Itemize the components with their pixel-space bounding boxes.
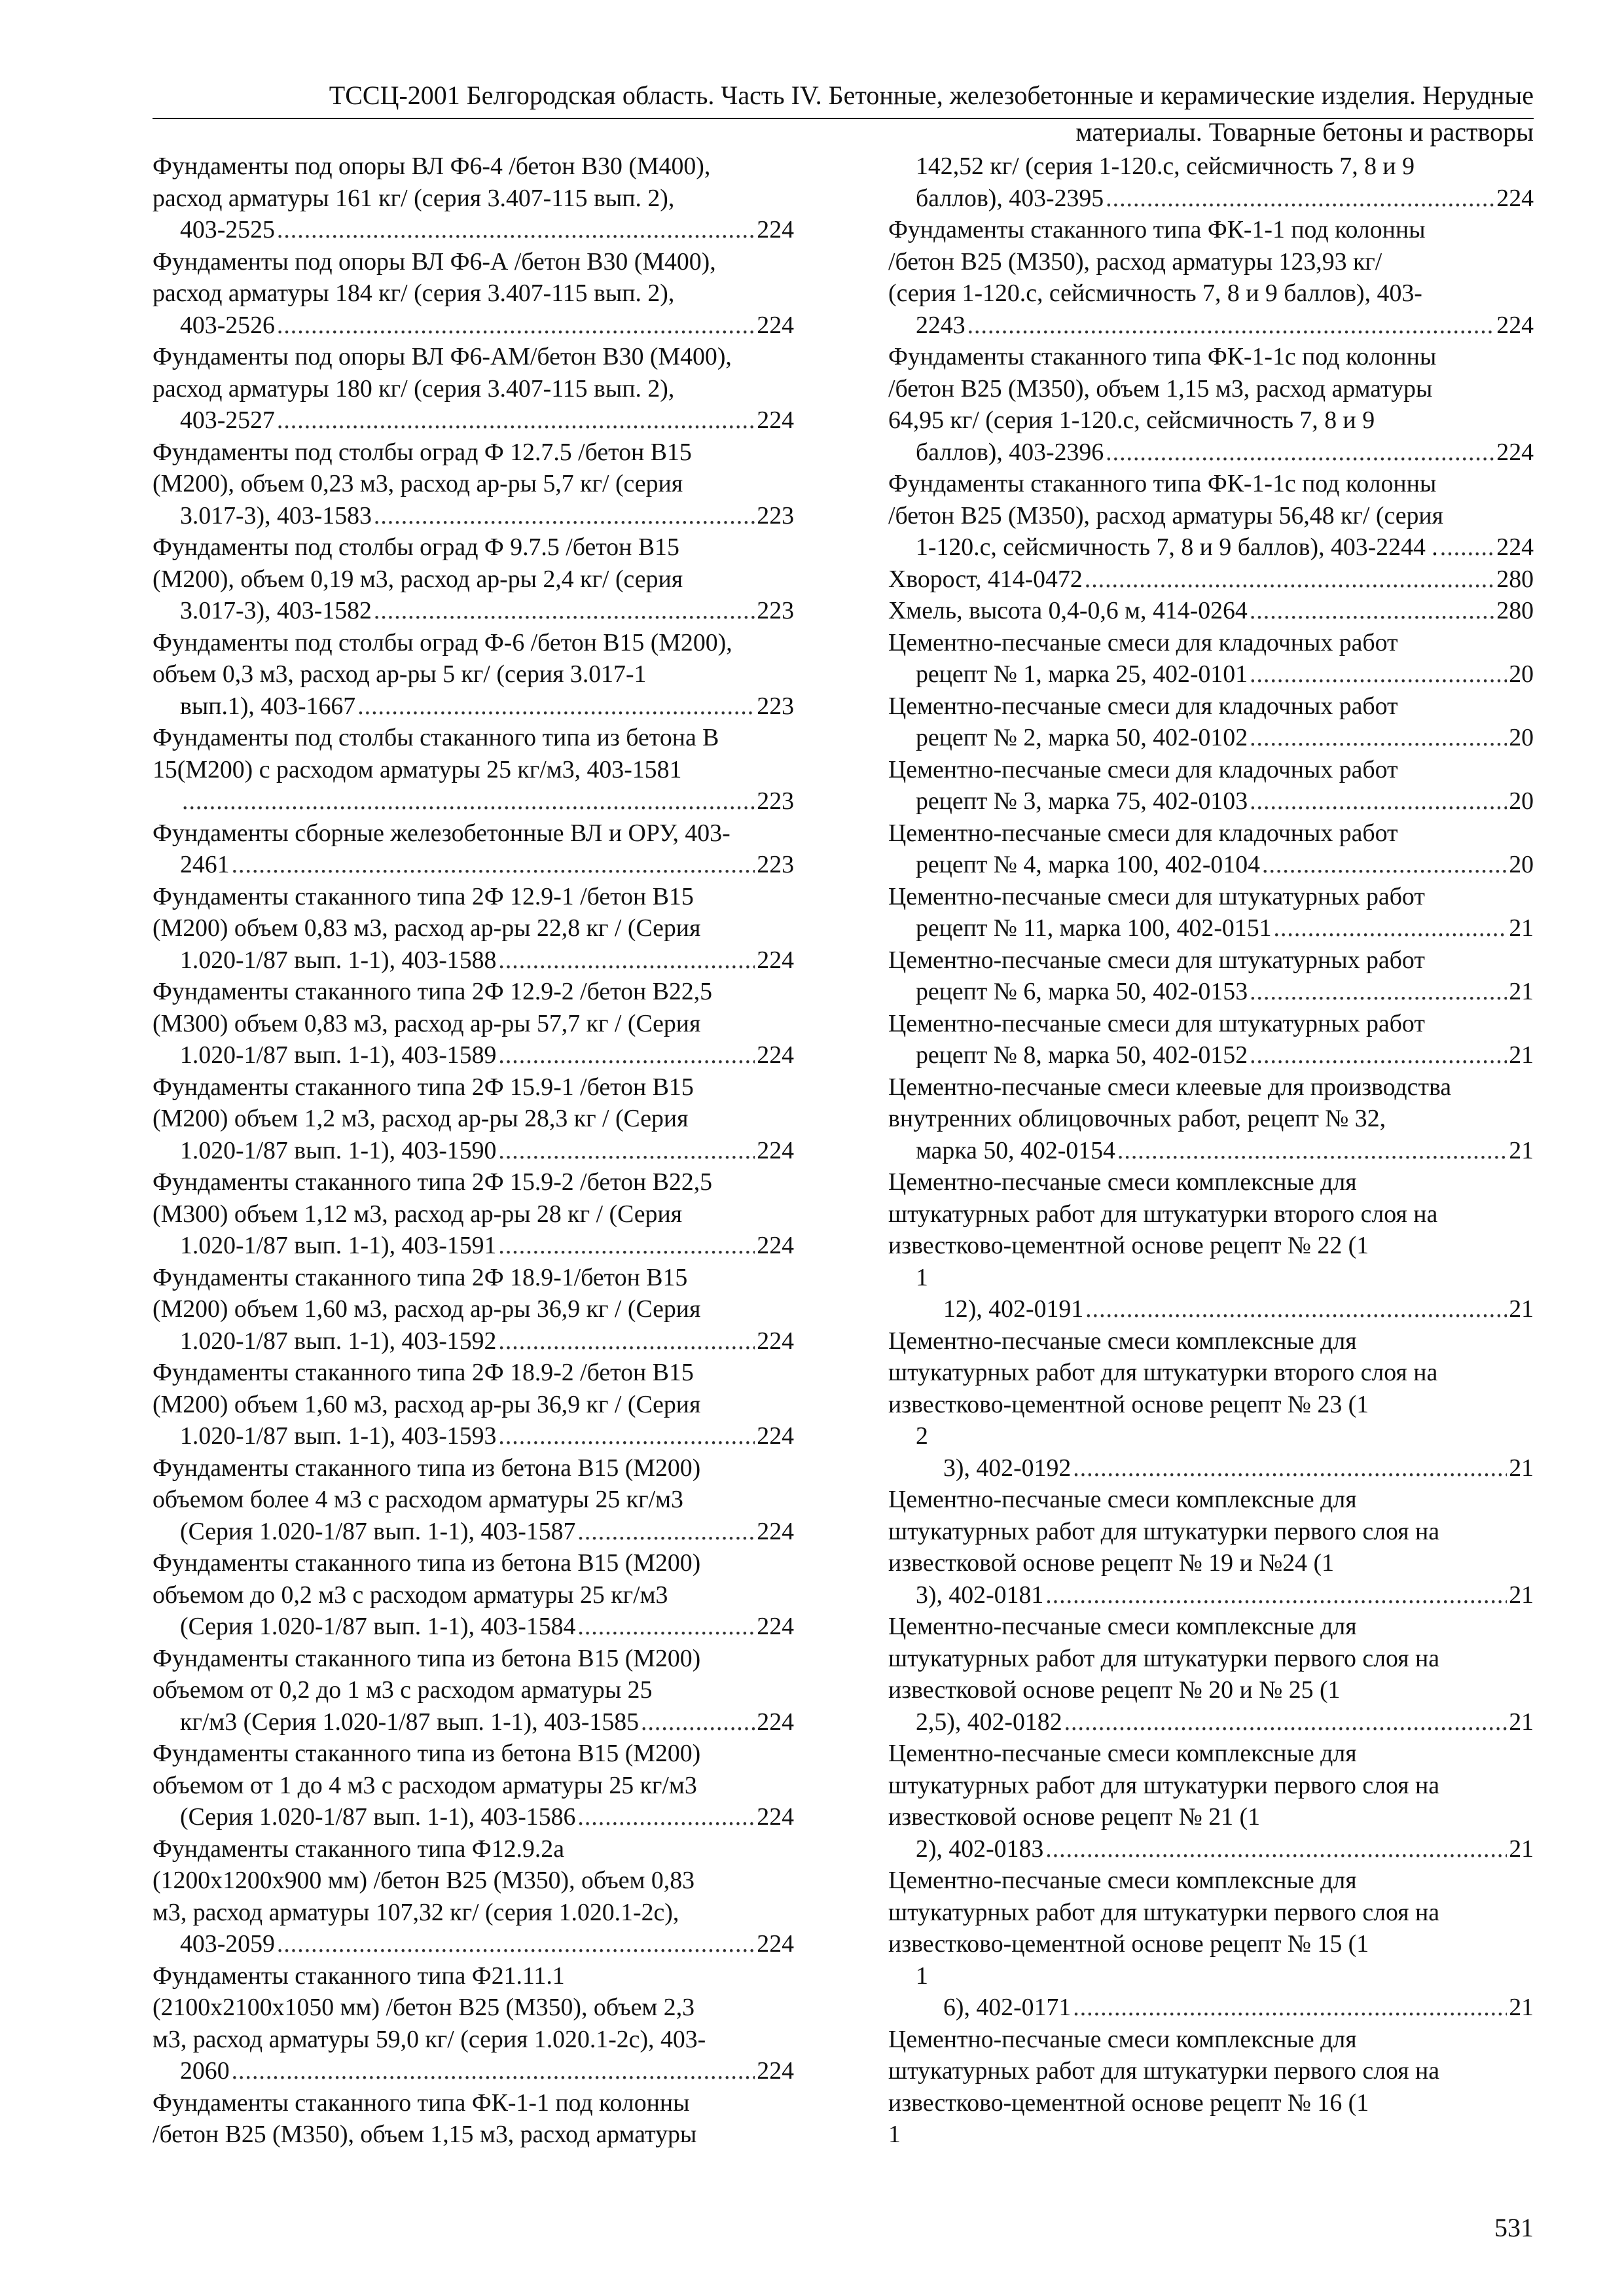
index-entry-line: расход арматуры 180 кг/ (серия 3.407-115 вып. 2), xyxy=(153,374,675,403)
index-entry-line: Цементно-песчаные смеси комплексные для xyxy=(888,1327,1357,1355)
index-entry-line: Цементно-песчаные смеси для штукатурных работ xyxy=(888,946,1425,974)
index-page-ref: 224 xyxy=(757,1708,794,1736)
index-entry-leader xyxy=(916,658,1534,691)
index-entry xyxy=(888,817,1534,881)
index-page-ref: 21 xyxy=(1509,1454,1534,1482)
index-entry xyxy=(888,1484,1534,1611)
index-entry-line: известковой основе рецепт № 20 и № 25 (1 xyxy=(888,1676,1341,1704)
dot-leader xyxy=(1250,976,1507,1008)
index-entry-line: объемом от 1 до 4 м3 с расходом арматуры 25 кг/м3 xyxy=(153,1771,697,1799)
index-entry-code: 1.020-1/87 вып. 1-1), 403-1592 xyxy=(180,1327,497,1355)
index-entry-line: (серия 1-120.с, сейсмичность 7, 8 и 9 баллов), 403- xyxy=(888,279,1422,307)
dot-leader xyxy=(1106,437,1494,469)
index-entry-line: Фундаменты стаканного типа Ф21.11.1 xyxy=(153,1962,565,1990)
index-entry-line: Цементно-песчаные смеси комплексные для xyxy=(888,2025,1357,2053)
index-entry xyxy=(153,531,794,627)
index-entry-line: Цементно-песчаные смеси для кладочных работ xyxy=(888,819,1398,847)
index-entry-line: (М200) объем 1,2 м3, расход ар-ры 28,3 кг / (Серия xyxy=(153,1105,689,1132)
index-entry xyxy=(153,1452,794,1548)
dot-leader xyxy=(1117,1135,1507,1167)
index-entry-leader xyxy=(916,1039,1534,1071)
index-entry xyxy=(888,1738,1534,1865)
index-entry-line: известково-цементной основе рецепт № 16 (1 xyxy=(888,2089,1369,2117)
index-page-ref: 224 xyxy=(757,1232,794,1259)
dot-leader xyxy=(1085,1293,1507,1325)
index-entry xyxy=(888,2024,1534,2151)
index-page-ref: 224 xyxy=(757,216,794,243)
index-entry-code: 6), 402-0171 xyxy=(943,1994,1072,2021)
index-entry-line: Фундаменты под столбы стаканного типа из бетона В xyxy=(153,724,719,751)
index-entry-line: Фундаменты под опоры ВЛ Ф6-АМ/бетон В30 (М400), xyxy=(153,343,732,370)
index-entry-leader xyxy=(180,404,794,437)
index-entry xyxy=(888,627,1534,691)
running-header-subtitle: материалы. Товарные бетоны и растворы xyxy=(1075,117,1534,147)
dot-leader xyxy=(1250,1039,1507,1071)
index-entry xyxy=(153,437,794,532)
index-entry-code: 403-2527 xyxy=(180,406,275,434)
index-page-ref: 224 xyxy=(1496,438,1534,466)
index-entry-line: Фундаменты стаканного типа из бетона В15 (М200) xyxy=(153,1740,701,1767)
dot-leader xyxy=(1045,1579,1507,1611)
index-entry-line: 1 xyxy=(916,1962,928,1990)
index-entry xyxy=(153,2087,794,2151)
index-page-ref: 223 xyxy=(757,501,794,529)
index-page-ref: 224 xyxy=(757,1422,794,1450)
dot-leader xyxy=(1045,1833,1507,1865)
index-entry-leader xyxy=(180,1325,794,1357)
index-entry-line: штукатурных работ для штукатурки второго слоя на xyxy=(888,1359,1438,1386)
index-page-ref: 224 xyxy=(757,1803,794,1831)
index-entry-line: 15(М200) с расходом арматуры 25 кг/м3, 403-1581 xyxy=(153,755,682,783)
dot-leader xyxy=(1250,785,1507,817)
index-entry-code: 1-120.с, сейсмичность 7, 8 и 9 баллов), 403-2244 . xyxy=(916,533,1438,561)
index-entry-line: Фундаменты стаканного типа 2Ф 18.9-1/бетон В15 xyxy=(153,1263,688,1291)
index-entry-line: Цементно-песчаные смеси комплексные для xyxy=(888,1740,1357,1767)
index-entry-line: известковой основе рецепт № 19 и №24 (1 xyxy=(888,1549,1334,1577)
index-entry-line: Цементно-песчаные смеси для кладочных работ xyxy=(888,628,1398,656)
index-entry-line: Цементно-песчаные смеси комплексные для xyxy=(888,1486,1357,1513)
dot-leader xyxy=(1073,1992,1507,2024)
index-entry-line: (М200), объем 0,23 м3, расход ар-ры 5,7 кг/ (серия xyxy=(153,470,683,497)
index-entry xyxy=(888,151,1534,214)
index-entry xyxy=(153,1960,794,2087)
index-entry-leader xyxy=(180,214,794,246)
index-entry-leader xyxy=(180,785,794,817)
dot-leader xyxy=(1274,912,1507,944)
index-entry-leader xyxy=(916,1135,1534,1167)
index-entry-line: Фундаменты стаканного типа 2Ф 18.9-2 /бетон В15 xyxy=(153,1359,694,1386)
index-entry-code: рецепт № 11, марка 100, 402-0151 xyxy=(916,914,1272,942)
index-entry-code: 403-2059 xyxy=(180,1930,275,1958)
index-entry-code: 2,5), 402-0182 xyxy=(916,1708,1062,1736)
index-page-ref: 224 xyxy=(757,1930,794,1958)
index-page-ref: 21 xyxy=(1509,978,1534,1005)
index-entry-line: м3, расход арматуры 107,32 кг/ (серия 1.020.1-2с), xyxy=(153,1898,679,1926)
index-entry xyxy=(153,1833,794,1960)
index-page-ref: 223 xyxy=(757,597,794,624)
index-entry-code: 1.020-1/87 вып. 1-1), 403-1590 xyxy=(180,1136,497,1164)
index-entry xyxy=(888,1865,1534,2024)
index-entry xyxy=(153,976,794,1071)
index-page-ref: 20 xyxy=(1509,724,1534,751)
index-page-ref: 224 xyxy=(757,311,794,339)
dot-leader xyxy=(277,404,755,437)
index-entry-leader xyxy=(916,1706,1534,1738)
index-entry xyxy=(888,691,1534,754)
index-entry-line: 64,95 кг/ (серия 1-120.с, сейсмичность 7, 8 и 9 xyxy=(888,406,1375,434)
index-page-ref: 280 xyxy=(1496,597,1534,624)
index-entry xyxy=(888,1008,1534,1071)
index-entry-line: (1200х1200х900 мм) /бетон В25 (М350), объем 0,83 xyxy=(153,1867,695,1894)
dot-leader xyxy=(1085,564,1495,596)
index-entry-leader xyxy=(916,531,1534,564)
dot-leader xyxy=(967,310,1495,342)
index-entry-code: 2243 xyxy=(916,311,965,339)
index-entry-leader xyxy=(180,1516,794,1548)
index-entry-code: рецепт № 2, марка 50, 402-0102 xyxy=(916,724,1248,751)
index-page-ref: 21 xyxy=(1509,1041,1534,1069)
dot-leader xyxy=(641,1706,755,1738)
index-entry-line: Цементно-песчаные смеси для штукатурных работ xyxy=(888,882,1425,910)
index-page-ref: 224 xyxy=(757,1041,794,1069)
index-entry-line: Фундаменты стаканного типа 2Ф 15.9-2 /бетон В22,5 xyxy=(153,1168,713,1196)
index-entry-line: расход арматуры 161 кг/ (серия 3.407-115 вып. 2), xyxy=(153,184,675,212)
index-entry-line: Фундаменты стаканного типа 2Ф 15.9-1 /бетон В15 xyxy=(153,1073,694,1101)
index-page-ref: 224 xyxy=(757,406,794,434)
index-entry-line: Цементно-песчаные смеси комплексные для xyxy=(888,1168,1357,1196)
index-entry xyxy=(153,1166,794,1262)
index-page-ref: 21 xyxy=(1509,914,1534,942)
index-entry-line: 142,52 кг/ (серия 1-120.с, сейсмичность 7, 8 и 9 xyxy=(916,152,1415,180)
index-entry-code: (Серия 1.020-1/87 вып. 1-1), 403-1586 xyxy=(180,1803,576,1831)
index-page-ref: 21 xyxy=(1509,1295,1534,1323)
dot-leader xyxy=(232,849,755,881)
dot-leader xyxy=(577,1516,755,1548)
index-entry-line: штукатурных работ для штукатурки первого слоя на xyxy=(888,2057,1440,2085)
index-page-ref: 224 xyxy=(1496,533,1534,561)
index-entry-line: Фундаменты стаканного типа из бетона В15 (М200) xyxy=(153,1549,701,1577)
index-entry-line: штукатурных работ для штукатурки первого слоя на xyxy=(888,1517,1440,1545)
index-page-ref: 224 xyxy=(757,1327,794,1355)
index-entry xyxy=(888,564,1534,596)
index-entry-code: Хворост, 414-0472 xyxy=(888,565,1083,593)
dot-leader xyxy=(1073,1452,1507,1484)
index-entry xyxy=(153,341,794,437)
dot-leader xyxy=(232,2055,755,2087)
index-entry xyxy=(153,1262,794,1357)
dot-leader xyxy=(1262,849,1507,881)
index-entry-code: 403-2525 xyxy=(180,216,275,243)
index-entry-line: Фундаменты под опоры ВЛ Ф6-А /бетон В30 (М400), xyxy=(153,247,716,276)
index-entry-code: 1.020-1/87 вып. 1-1), 403-1591 xyxy=(180,1232,497,1259)
index-entry-leader xyxy=(180,310,794,342)
dot-leader xyxy=(1250,658,1507,691)
index-entry-code: 1.020-1/87 вып. 1-1), 403-1588 xyxy=(180,946,497,974)
index-entry-code: баллов), 403-2396 xyxy=(916,438,1104,466)
index-entry-line: Цементно-песчаные смеси для штукатурных работ xyxy=(888,1009,1425,1037)
dot-leader xyxy=(1440,531,1495,564)
dot-leader xyxy=(498,1135,755,1167)
running-header: ТССЦ-2001 Белгородская область. Часть IV. Бетонные, железобетонные и керамические изделия. Нерудные xyxy=(329,81,1534,110)
index-page-ref: 20 xyxy=(1509,851,1534,878)
index-entry-line: известковой основе рецепт № 21 (1 xyxy=(888,1803,1261,1831)
dot-leader xyxy=(374,595,755,627)
index-page-ref: 223 xyxy=(757,851,794,878)
index-entry-line: Фундаменты стаканного типа ФК-1-1с под колонны xyxy=(888,343,1437,370)
index-entry xyxy=(153,627,794,723)
index-entry-code: 3), 402-0181 xyxy=(916,1581,1044,1609)
index-entry-line: объемом более 4 м3 с расходом арматуры 25 кг/м3 xyxy=(153,1486,683,1513)
index-entry-leader xyxy=(180,2055,794,2087)
dot-leader xyxy=(1064,1706,1507,1738)
index-entry-line: объемом от 0,2 до 1 м3 с расходом арматуры 25 xyxy=(153,1676,653,1704)
index-entry-line: /бетон В25 (М350), объем 1,15 м3, расход арматуры xyxy=(888,374,1433,403)
index-entry xyxy=(153,881,794,977)
index-entry-leader xyxy=(180,1801,794,1833)
index-entry-line: Фундаменты стаканного типа из бетона В15 (М200) xyxy=(153,1454,701,1482)
index-entry-line: Фундаменты стаканного типа 2Ф 12.9-1 /бетон В15 xyxy=(153,882,694,910)
index-entry-code: 2461 xyxy=(180,851,230,878)
index-entry-line: штукатурных работ для штукатурки первого слоя на xyxy=(888,1771,1440,1799)
index-entry-leader xyxy=(888,564,1534,596)
index-entry-line: известково-цементной основе рецепт № 22 (1 xyxy=(888,1232,1369,1259)
index-entry-leader xyxy=(916,722,1534,754)
dot-leader xyxy=(357,691,755,723)
index-page-ref: 224 xyxy=(757,1517,794,1545)
dot-leader xyxy=(277,214,755,246)
index-entry xyxy=(888,1325,1534,1484)
dot-leader xyxy=(498,1420,755,1452)
index-entry-line: (М300) объем 1,12 м3, расход ар-ры 28 кг / (Серия xyxy=(153,1200,683,1228)
index-entry-code: 3.017-3), 403-1582 xyxy=(180,597,372,624)
dot-leader xyxy=(577,1611,755,1643)
index-page-ref: 21 xyxy=(1509,1835,1534,1863)
index-entry-code: 403-2526 xyxy=(180,311,275,339)
index-entry-line: Фундаменты стаканного типа ФК-1-1 под колонны xyxy=(888,216,1426,243)
index-page-ref: 20 xyxy=(1509,787,1534,815)
index-entry-line: известково-цементной основе рецепт № 23 (1 xyxy=(888,1390,1369,1418)
dot-leader xyxy=(277,310,755,342)
index-page-ref: 223 xyxy=(757,787,794,815)
index-page-ref: 21 xyxy=(1509,1994,1534,2021)
index-entry xyxy=(888,1166,1534,1325)
index-entry-code: 2), 402-0183 xyxy=(916,1835,1044,1863)
index-entry-code: Хмель, высота 0,4-0,6 м, 414-0264 xyxy=(888,597,1248,624)
index-entry-line: (М300) объем 0,83 м3, расход ар-ры 57,7 кг / (Серия xyxy=(153,1009,701,1037)
index-entry-code: вып.1), 403-1667 xyxy=(180,692,356,720)
index-page-ref: 224 xyxy=(1496,311,1534,339)
index-entry xyxy=(888,214,1534,341)
index-entry-line: известково-цементной основе рецепт № 15 (1 xyxy=(888,1930,1369,1958)
index-entry xyxy=(153,246,794,342)
index-entry-line: /бетон В25 (М350), объем 1,15 м3, расход арматуры xyxy=(153,2121,697,2148)
index-entry-line: /бетон В25 (М350), расход арматуры 123,93 кг/ xyxy=(888,247,1382,276)
index-entry xyxy=(153,817,794,881)
index-entry-line: объем 0,3 м3, расход ар-ры 5 кг/ (серия 3.017-1 xyxy=(153,660,647,688)
dot-leader xyxy=(1250,722,1507,754)
index-entry-line: Фундаменты под опоры ВЛ Ф6-4 /бетон В30 (М400), xyxy=(153,152,711,180)
index-entry-code: 3.017-3), 403-1583 xyxy=(180,501,372,529)
index-entry-line: объемом до 0,2 м3 с расходом арматуры 25 кг/м3 xyxy=(153,1581,668,1609)
index-entry xyxy=(153,1357,794,1452)
index-entry xyxy=(888,1611,1534,1738)
index-page-ref: 21 xyxy=(1509,1581,1534,1609)
page-number: 531 xyxy=(1494,2213,1534,2242)
index-entry xyxy=(888,595,1534,627)
index-entry xyxy=(888,944,1534,1008)
index-entry xyxy=(888,1071,1534,1167)
index-entry-leader xyxy=(916,183,1534,215)
index-entry-leader xyxy=(180,1230,794,1262)
index-page-ref: 21 xyxy=(1509,1708,1534,1736)
index-entry-leader xyxy=(180,1135,794,1167)
index-entry-line: Цементно-песчаные смеси для кладочных работ xyxy=(888,755,1398,783)
index-entry xyxy=(153,1547,794,1643)
index-entry-line: Цементно-песчаные смеси клеевые для производства xyxy=(888,1073,1452,1101)
index-entry-line: штукатурных работ для штукатурки первого слоя на xyxy=(888,1644,1440,1672)
index-entry-line: (М200), объем 0,19 м3, расход ар-ры 2,4 кг/ (серия xyxy=(153,565,683,593)
index-entry-code: рецепт № 8, марка 50, 402-0152 xyxy=(916,1041,1248,1069)
index-page-ref: 20 xyxy=(1509,660,1534,688)
index-column-right xyxy=(888,151,1534,2151)
index-entry-line: внутренних облицовочных работ, рецепт № 32, xyxy=(888,1105,1386,1132)
index-entry-leader xyxy=(916,849,1534,881)
index-entry-line: Фундаменты стаканного типа из бетона В15 (М200) xyxy=(153,1644,701,1672)
index-entry-leader xyxy=(916,1579,1534,1611)
index-entry-code: 1.020-1/87 вып. 1-1), 403-1589 xyxy=(180,1041,497,1069)
dot-leader xyxy=(277,1928,755,1960)
index-entry xyxy=(153,1071,794,1167)
index-entry-leader xyxy=(916,437,1534,469)
index-entry-code: баллов), 403-2395 xyxy=(916,184,1104,212)
index-entry-leader xyxy=(916,310,1534,342)
index-entry-leader xyxy=(888,595,1534,627)
index-entry-leader xyxy=(180,1928,794,1960)
index-entry-line: Фундаменты стаканного типа ФК-1-1 под колонны xyxy=(153,2089,690,2117)
index-entry-line: штукатурных работ для штукатурки второго слоя на xyxy=(888,1200,1438,1228)
index-entry-line: 1 xyxy=(888,2121,901,2148)
index-entry-leader xyxy=(180,595,794,627)
index-page-ref: 224 xyxy=(757,1136,794,1164)
index-entry-line: 2 xyxy=(916,1422,928,1450)
index-entry-line: расход арматуры 184 кг/ (серия 3.407-115 вып. 2), xyxy=(153,279,675,307)
dot-leader xyxy=(1250,595,1494,627)
index-entry-code: (Серия 1.020-1/87 вып. 1-1), 403-1587 xyxy=(180,1517,576,1545)
index-entry xyxy=(153,1643,794,1738)
dot-leader xyxy=(498,1325,755,1357)
index-entry-leader xyxy=(180,691,794,723)
index-entry xyxy=(153,1738,794,1833)
index-entry-leader xyxy=(916,976,1534,1008)
dot-leader xyxy=(498,1230,755,1262)
index-entry-leader xyxy=(180,1039,794,1071)
dot-leader xyxy=(577,1801,755,1833)
index-entry-line: Фундаменты под столбы оград Ф 9.7.5 /бетон В15 xyxy=(153,533,679,561)
index-entry-leader xyxy=(916,1833,1534,1865)
index-entry-line: Фундаменты под столбы оград Ф-6 /бетон В15 (М200), xyxy=(153,628,732,656)
index-entry-leader xyxy=(916,1293,1534,1325)
index-entry-leader xyxy=(180,1611,794,1643)
index-page-ref: 224 xyxy=(757,946,794,974)
index-entry-line: штукатурных работ для штукатурки первого слоя на xyxy=(888,1898,1440,1926)
index-entry-line: Цементно-песчаные смеси комплексные для xyxy=(888,1613,1357,1640)
index-entry-leader xyxy=(180,849,794,881)
index-entry-line: м3, расход арматуры 59,0 кг/ (серия 1.020.1-2с), 403- xyxy=(153,2025,706,2053)
index-entry-line: Цементно-песчаные смеси комплексные для xyxy=(888,1867,1357,1894)
index-entry-line: Фундаменты стаканного типа Ф12.9.2а xyxy=(153,1835,564,1863)
index-page-ref: 224 xyxy=(757,1613,794,1640)
index-entry-line: (2100х2100х1050 мм) /бетон В25 (М350), объем 2,3 xyxy=(153,1994,695,2021)
index-entry xyxy=(888,881,1534,944)
index-entry-line: Фундаменты стаканного типа 2Ф 12.9-2 /бетон В22,5 xyxy=(153,978,713,1005)
index-entry-leader xyxy=(180,500,794,532)
index-entry-code: (Серия 1.020-1/87 вып. 1-1), 403-1584 xyxy=(180,1613,576,1640)
index-entry-line: Фундаменты под столбы оград Ф 12.7.5 /бетон В15 xyxy=(153,438,692,466)
index-entry-leader xyxy=(916,785,1534,817)
index-entry xyxy=(153,722,794,817)
index-entry-code: рецепт № 1, марка 25, 402-0101 xyxy=(916,660,1248,688)
index-page-ref: 224 xyxy=(1496,184,1534,212)
index-column-left xyxy=(153,151,794,2151)
index-entry-line: Цементно-песчаные смеси для кладочных работ xyxy=(888,692,1398,720)
dot-leader xyxy=(182,785,755,817)
index-entry-leader xyxy=(180,1706,794,1738)
index-entry-line: (М200) объем 1,60 м3, расход ар-ры 36,9 кг / (Серия xyxy=(153,1390,701,1418)
index-entry-code: кг/м3 (Серия 1.020-1/87 вып. 1-1), 403-1585 xyxy=(180,1708,640,1736)
index-entry-code: рецепт № 6, марка 50, 402-0153 xyxy=(916,978,1248,1005)
index-page-ref: 280 xyxy=(1496,565,1534,593)
index-entry-code: 3), 402-0192 xyxy=(943,1454,1072,1482)
index-entry xyxy=(153,151,794,246)
index-entry xyxy=(888,754,1534,817)
index-entry-leader xyxy=(916,1992,1534,2024)
index-page-ref: 21 xyxy=(1509,1136,1534,1164)
index-entry-line: /бетон В25 (М350), расход арматуры 56,48 кг/ (серия xyxy=(888,501,1443,529)
dot-leader xyxy=(1106,183,1494,215)
index-entry-code: 2060 xyxy=(180,2057,230,2085)
index-entry xyxy=(888,468,1534,564)
index-entry-line: 1 xyxy=(916,1263,928,1291)
index-entry-line: (М200) объем 1,60 м3, расход ар-ры 36,9 кг / (Серия xyxy=(153,1295,701,1323)
dot-leader xyxy=(498,944,755,977)
index-entry-code: рецепт № 4, марка 100, 402-0104 xyxy=(916,851,1261,878)
index-entry-leader xyxy=(916,912,1534,944)
index-entry-leader xyxy=(180,1420,794,1452)
index-entry-code: 12), 402-0191 xyxy=(943,1295,1084,1323)
index-entry-code: марка 50, 402-0154 xyxy=(916,1136,1115,1164)
dot-leader xyxy=(374,500,755,532)
index-entry-code: 1.020-1/87 вып. 1-1), 403-1593 xyxy=(180,1422,497,1450)
index-entry-line: Фундаменты стаканного типа ФК-1-1с под колонны xyxy=(888,470,1437,497)
index-page-ref: 223 xyxy=(757,692,794,720)
index-entry-leader xyxy=(916,1452,1534,1484)
dot-leader xyxy=(498,1039,755,1071)
index-page-ref: 224 xyxy=(757,2057,794,2085)
index-entry xyxy=(888,341,1534,468)
index-entry-line: Фундаменты сборные железобетонные ВЛ и ОРУ, 403- xyxy=(153,819,731,847)
index-entry-code: рецепт № 3, марка 75, 402-0103 xyxy=(916,787,1248,815)
index-entry-line: (М200) объем 0,83 м3, расход ар-ры 22,8 кг / (Серия xyxy=(153,914,701,942)
index-entry-leader xyxy=(180,944,794,977)
